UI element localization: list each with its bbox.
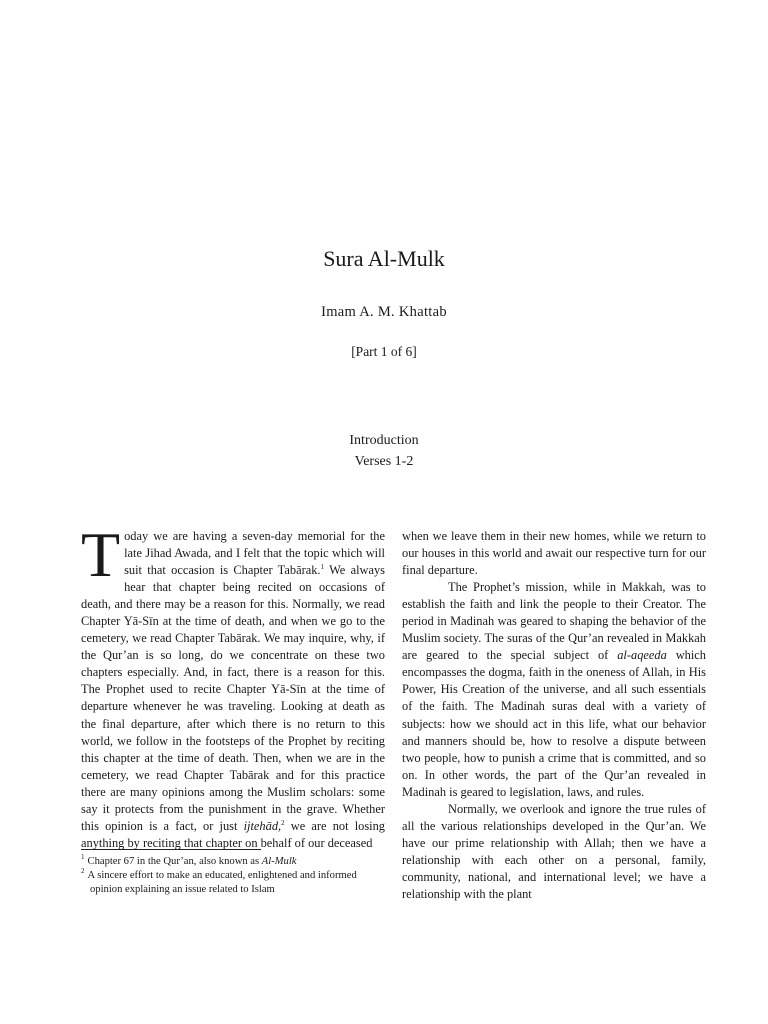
- left-column: [81, 519, 385, 852]
- footnote-mark-1: 1: [81, 853, 85, 862]
- left-paragraph-1: [81, 519, 385, 852]
- right-column: [402, 528, 706, 903]
- author-name: Imam A. M. Khattab: [321, 304, 447, 320]
- drop-cap: T: [81, 519, 121, 590]
- left-text-a: oday we are having a seven-day memorial for the late Jihad Awada, and I felt that the topic which will suit that occasion is Chapter Tabārak.: [124, 529, 385, 578]
- page-title: Sura Al-Mulk: [323, 246, 445, 271]
- footnote-text-2: A sincere effort to make an educated, enlightened and informed opinion explaining an issue related to Islam: [87, 870, 357, 895]
- footnote-italic-1: Al-Mulk: [261, 856, 297, 867]
- footnote-1: [81, 855, 381, 869]
- right-paragraph-3: Normally, we overlook and ignore the true rules of all the various relationships developed in the Qur’an. We have our prime relationship with Allah; then we have a relationship with each other on a personal, family, community, national, and international level; we have a relationship with the plant: [402, 801, 706, 901]
- footnote-ref-1: 1: [320, 562, 324, 571]
- left-text-c: we are not losing anything by reciting that chapter on behalf of our deceased: [81, 818, 385, 850]
- footnote-2: [81, 869, 381, 897]
- section-heading-block: [0, 430, 768, 472]
- right-paragraph-2: [402, 579, 706, 801]
- part-label: [Part 1 of 6]: [351, 344, 417, 359]
- footnote-mark-2: 2: [81, 867, 85, 876]
- footnote-text-1: Chapter 67 in the Qur’an, also known as: [87, 856, 262, 867]
- footnote-divider: [81, 849, 261, 850]
- aqeeda-term: al-aqeeda: [617, 648, 667, 663]
- right-text-a: The Prophet’s mission, while in Makkah, was to establish the faith and link the people to their Creator. The period in Madinah was geared to shaping the behavior of the Muslim society. The suras of the Qur’an revealed in Makkah are geared to the special subject of: [402, 580, 706, 663]
- section-subheading: Verses 1-2: [354, 454, 414, 469]
- section-heading: Introduction: [349, 433, 419, 448]
- right-text-b: which encompasses the dogma, faith in the oneness of Allah, in His Power, His Creation of the universe, and all such essentials of the faith. The Madinah suras deal with a variety of subjects: how we should act in this life, what our behavior and manners should be, how to resolve a dispute between two people, how to punish a crime that is committed, and so on. In other words, the part of the Qur’an revealed in Madinah is geared to legislation, laws, and rules.: [402, 648, 706, 799]
- left-text-b: We always hear that chapter being recited on occasions of death, and there may be a reason for this. Normally, we read Chapter Yā-Sīn at the time of death, and when we go to the cemetery, we read Chapter Tabārak. We may inquire, why, if the Qur’an is so long, do we concentrate on these two chapters especially. And, in fact, there is a reason for this. The Prophet used to recite Chapter Yā-Sīn at the time of departure whenever he was traveling. Looking at death as the final departure, after which there is no return to this world, we follow in the footsteps of the Prophet by reciting this chapter at the time of death. Then, when we are in the cemetery, we read Chapter Tabārak and for this practice there are many opinions among the Muslim scholars: some say it protects from the punishment in the grave. Whether this opinion is a fact, or just: [81, 563, 385, 833]
- footnote-ref-2: 2: [281, 818, 285, 827]
- footnotes: [81, 855, 381, 897]
- right-paragraph-1: when we leave them in their new homes, while we return to our houses in this world and await our respective turn for our final departure.: [402, 529, 706, 578]
- ijtihad-term: ijtehād,: [243, 818, 282, 833]
